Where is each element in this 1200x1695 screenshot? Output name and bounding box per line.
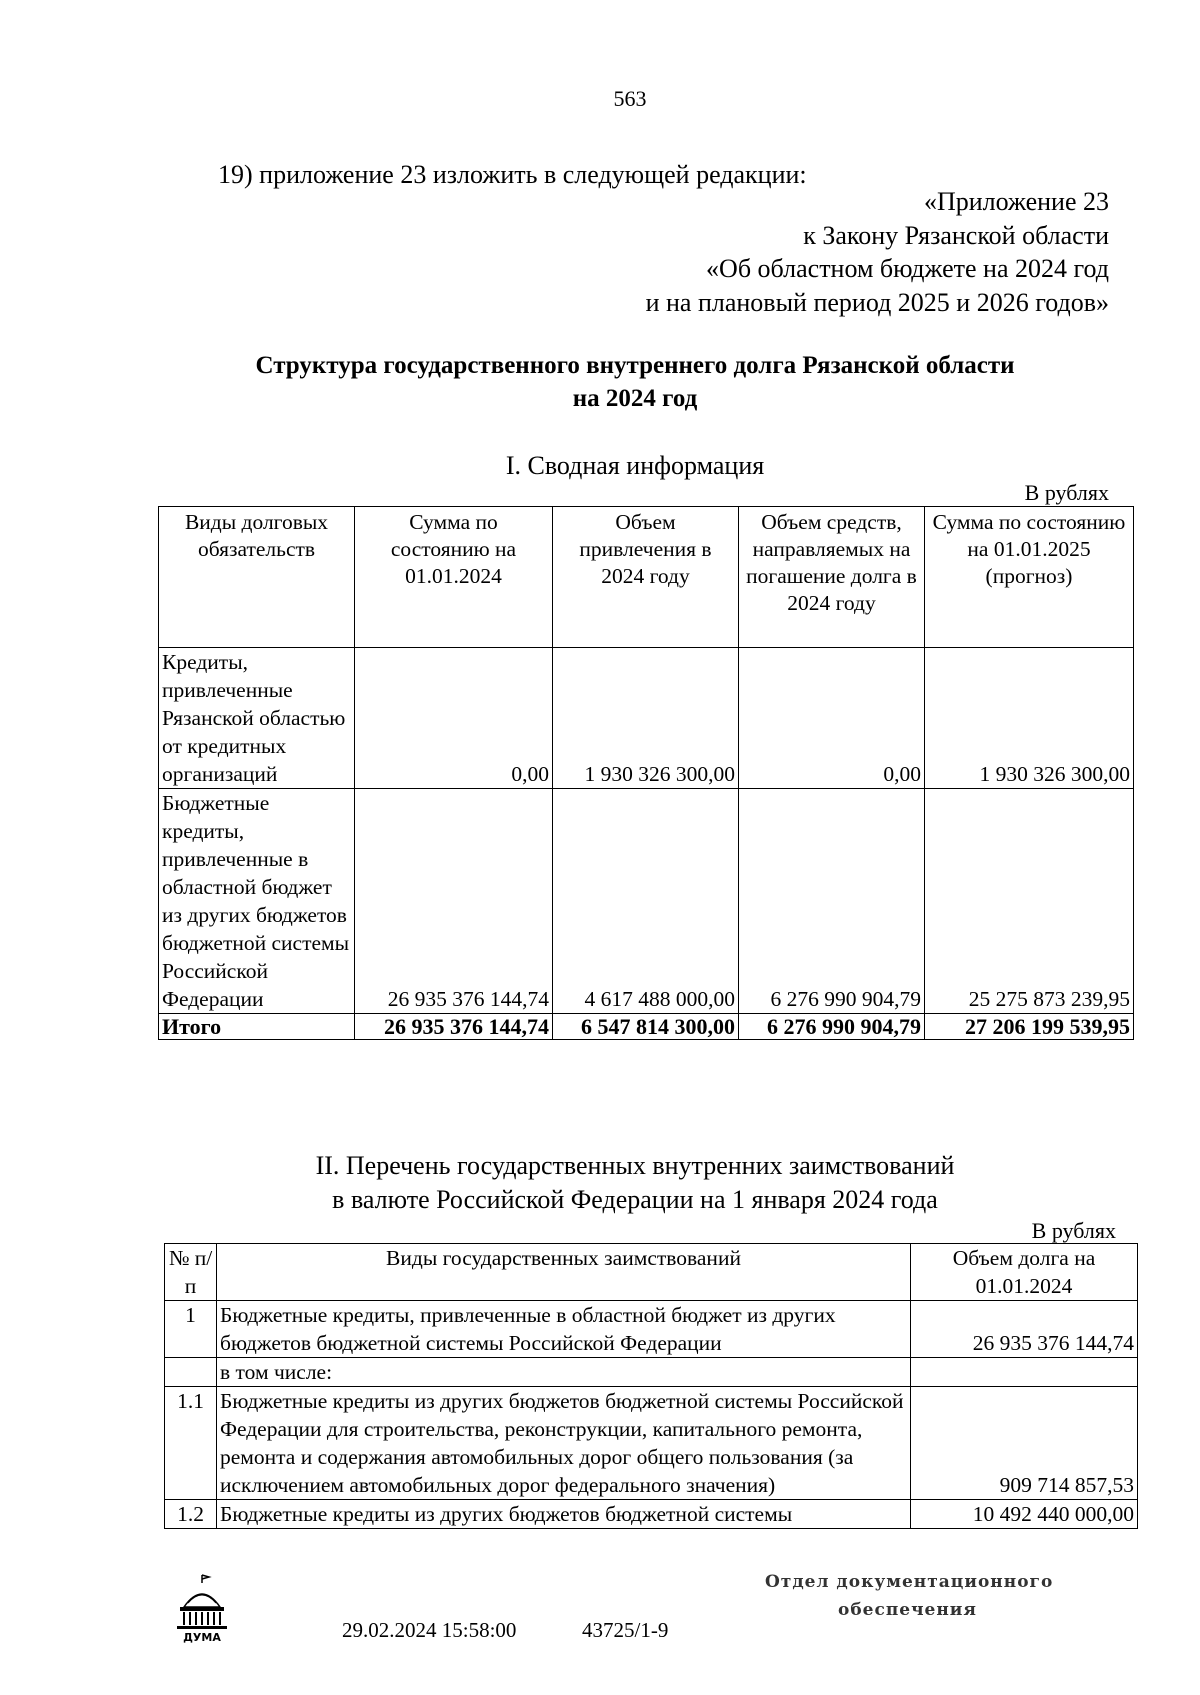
row-label: Бюджетные кредиты, привлеченные в областной бюджет из других бюджетов бюджетной системы Российской Федерации xyxy=(159,789,355,1014)
section1-heading: I. Сводная информация xyxy=(505,451,765,480)
cell-value: 26 935 376 144,74 xyxy=(355,789,553,1014)
cell-value: 6 276 990 904,79 xyxy=(739,789,925,1014)
total-value: 27 206 199 539,95 xyxy=(925,1014,1134,1040)
section1-unit: В рублях xyxy=(1024,480,1109,505)
total-value: 26 935 376 144,74 xyxy=(355,1014,553,1040)
stamp-datetime: 29.02.2024 15:58:00 xyxy=(342,1618,517,1642)
section2-heading-line-2: в валюте Российской Федерации на 1 января 2024 года xyxy=(332,1185,938,1214)
table-row xyxy=(165,1500,1138,1529)
duma-logo-icon xyxy=(172,1573,232,1645)
row-description: Бюджетные кредиты из других бюджетов бюджетной системы Российской Федерации для строительства, реконструкции, капитального ремонта, ремонта и содержания автомобильных дорог общего пользования (за исключением автомобильных дорог федерального значения) xyxy=(217,1387,911,1500)
cell-value: 1 930 326 300,00 xyxy=(925,648,1134,789)
table-header-row xyxy=(159,507,1134,648)
appendix-line-4: и на плановый период 2025 и 2026 годов» xyxy=(645,288,1109,317)
section2-unit: В рублях xyxy=(1031,1218,1116,1243)
page-number: 563 xyxy=(613,86,647,111)
total-value: 6 276 990 904,79 xyxy=(739,1014,925,1040)
row-amount: 26 935 376 144,74 xyxy=(911,1301,1138,1358)
row-amount xyxy=(911,1358,1138,1387)
department-stamp: Отдел документационного xyxy=(765,1572,1054,1592)
row-description: Бюджетные кредиты из других бюджетов бюджетной системы xyxy=(217,1500,911,1529)
cell-value: 0,00 xyxy=(355,648,553,789)
row-description: в том числе: xyxy=(217,1358,911,1387)
header-number: № п/п xyxy=(165,1244,217,1301)
row-description: Бюджетные кредиты, привлеченные в областной бюджет из других бюджетов бюджетной системы Российской Федерации xyxy=(217,1301,911,1358)
cell-value: 1 930 326 300,00 xyxy=(553,648,739,789)
appendix-line-1: «Приложение 23 xyxy=(923,187,1109,216)
header-debt-volume: Объем долга на 01.01.2024 xyxy=(911,1244,1138,1301)
appendix-line-2: к Закону Рязанской области xyxy=(803,221,1109,250)
header-repayment-2024: Объем средств, направляемых на погашение долга в 2024 году xyxy=(739,507,925,648)
row-number: 1.1 xyxy=(165,1387,217,1500)
row-amount: 909 714 857,53 xyxy=(911,1387,1138,1500)
total-value: 6 547 814 300,00 xyxy=(553,1014,739,1040)
header-debt-type: Виды долговых обязательств xyxy=(159,507,355,648)
header-balance-2024: Сумма по состоянию на 01.01.2024 xyxy=(355,507,553,648)
table-row xyxy=(159,648,1134,789)
intro-text: 19) приложение 23 изложить в следующей редакции: xyxy=(218,160,807,189)
stamp-number: 43725/1-9 xyxy=(582,1618,669,1642)
section2-heading: II. Перечень государственных внутренних заимствований xyxy=(315,1151,955,1180)
header-balance-2025: Сумма по состоянию на 01.01.2025 (прогноз) xyxy=(925,507,1134,648)
table-row xyxy=(165,1358,1138,1387)
document-title: Структура государственного внутреннего долга Рязанской области xyxy=(255,352,1015,379)
table-header-row xyxy=(165,1244,1138,1301)
table-row xyxy=(159,789,1134,1014)
logo-text: ДУМА xyxy=(183,1631,221,1644)
table-row xyxy=(165,1301,1138,1358)
cell-value: 25 275 873 239,95 xyxy=(925,789,1134,1014)
row-label: Кредиты, привлеченные Рязанской областью от кредитных организаций xyxy=(159,648,355,789)
appendix-line-3: «Об областном бюджете на 2024 год xyxy=(706,254,1109,283)
header-borrowing-2024: Объем привлечения в 2024 году xyxy=(553,507,739,648)
row-number: 1.2 xyxy=(165,1500,217,1529)
cell-value: 0,00 xyxy=(739,648,925,789)
department-stamp-line-2: обеспечения xyxy=(838,1600,977,1620)
summary-table xyxy=(158,506,1134,1040)
cell-value: 4 617 488 000,00 xyxy=(553,789,739,1014)
borrowings-table xyxy=(164,1243,1138,1529)
total-row xyxy=(159,1014,1134,1040)
table-row xyxy=(165,1387,1138,1500)
row-amount: 10 492 440 000,00 xyxy=(911,1500,1138,1529)
document-title-line-2: на 2024 год xyxy=(572,385,698,412)
row-number xyxy=(165,1358,217,1387)
total-label: Итого xyxy=(159,1014,355,1040)
row-number: 1 xyxy=(165,1301,217,1358)
header-borrowing-type: Виды государственных заимствований xyxy=(217,1244,911,1301)
